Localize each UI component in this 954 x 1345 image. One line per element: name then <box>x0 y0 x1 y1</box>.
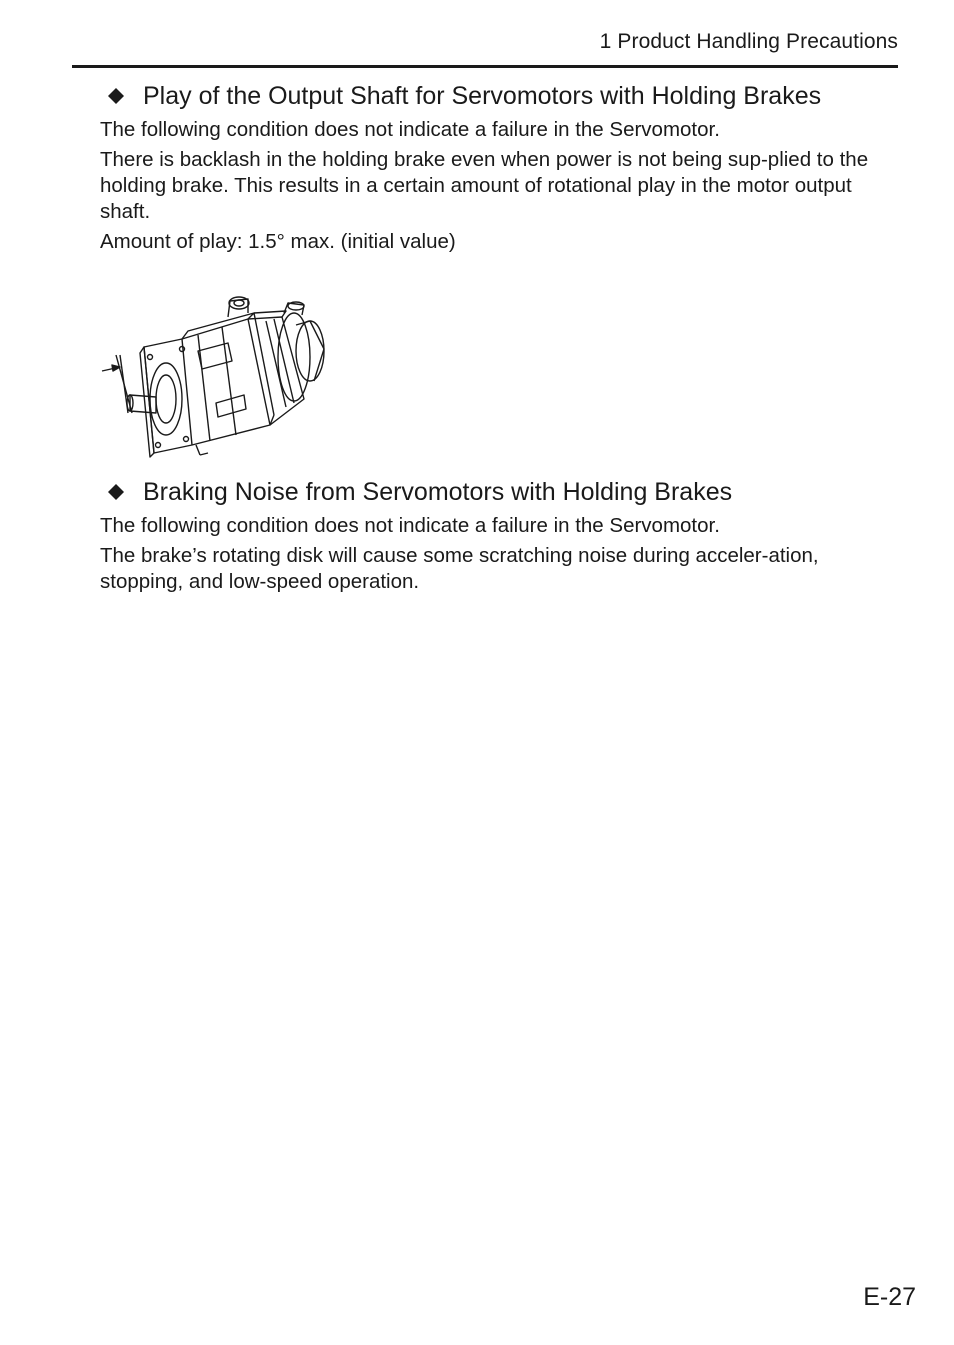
paragraph: There is backlash in the holding brake even when power is not being sup-plied to the holding brake. This results in a certain amount of rotational play in the motor output shaft. <box>100 148 869 223</box>
paragraph: The following condition does not indicate a failure in the Servomotor. <box>100 118 720 141</box>
page-number: E-27 <box>863 1283 916 1311</box>
section-heading <box>100 81 900 112</box>
section-braking-noise <box>100 477 900 595</box>
paragraph: The following condition does not indicate a failure in the Servomotor. <box>100 514 720 537</box>
paragraph: The brake’s rotating disk will cause some scratching noise during acceler-ation, stopping, and low-speed operation. <box>100 544 819 593</box>
section-heading-text: Play of the Output Shaft for Servomotors with Holding Brakes <box>143 82 822 110</box>
diamond-bullet-icon <box>108 484 124 500</box>
header-rule <box>72 65 898 68</box>
servomotor-drawing-icon <box>98 295 334 461</box>
paragraph: Amount of play: 1.5° max. (initial value) <box>100 230 456 253</box>
running-header: 1 Product Handling Precautions <box>599 30 898 53</box>
servomotor-illustration <box>98 295 334 461</box>
section-heading <box>100 477 900 508</box>
section-heading-text: Braking Noise from Servomotors with Holding Brakes <box>143 478 733 506</box>
section-output-shaft-play <box>100 81 900 255</box>
diamond-bullet-icon <box>108 88 124 104</box>
